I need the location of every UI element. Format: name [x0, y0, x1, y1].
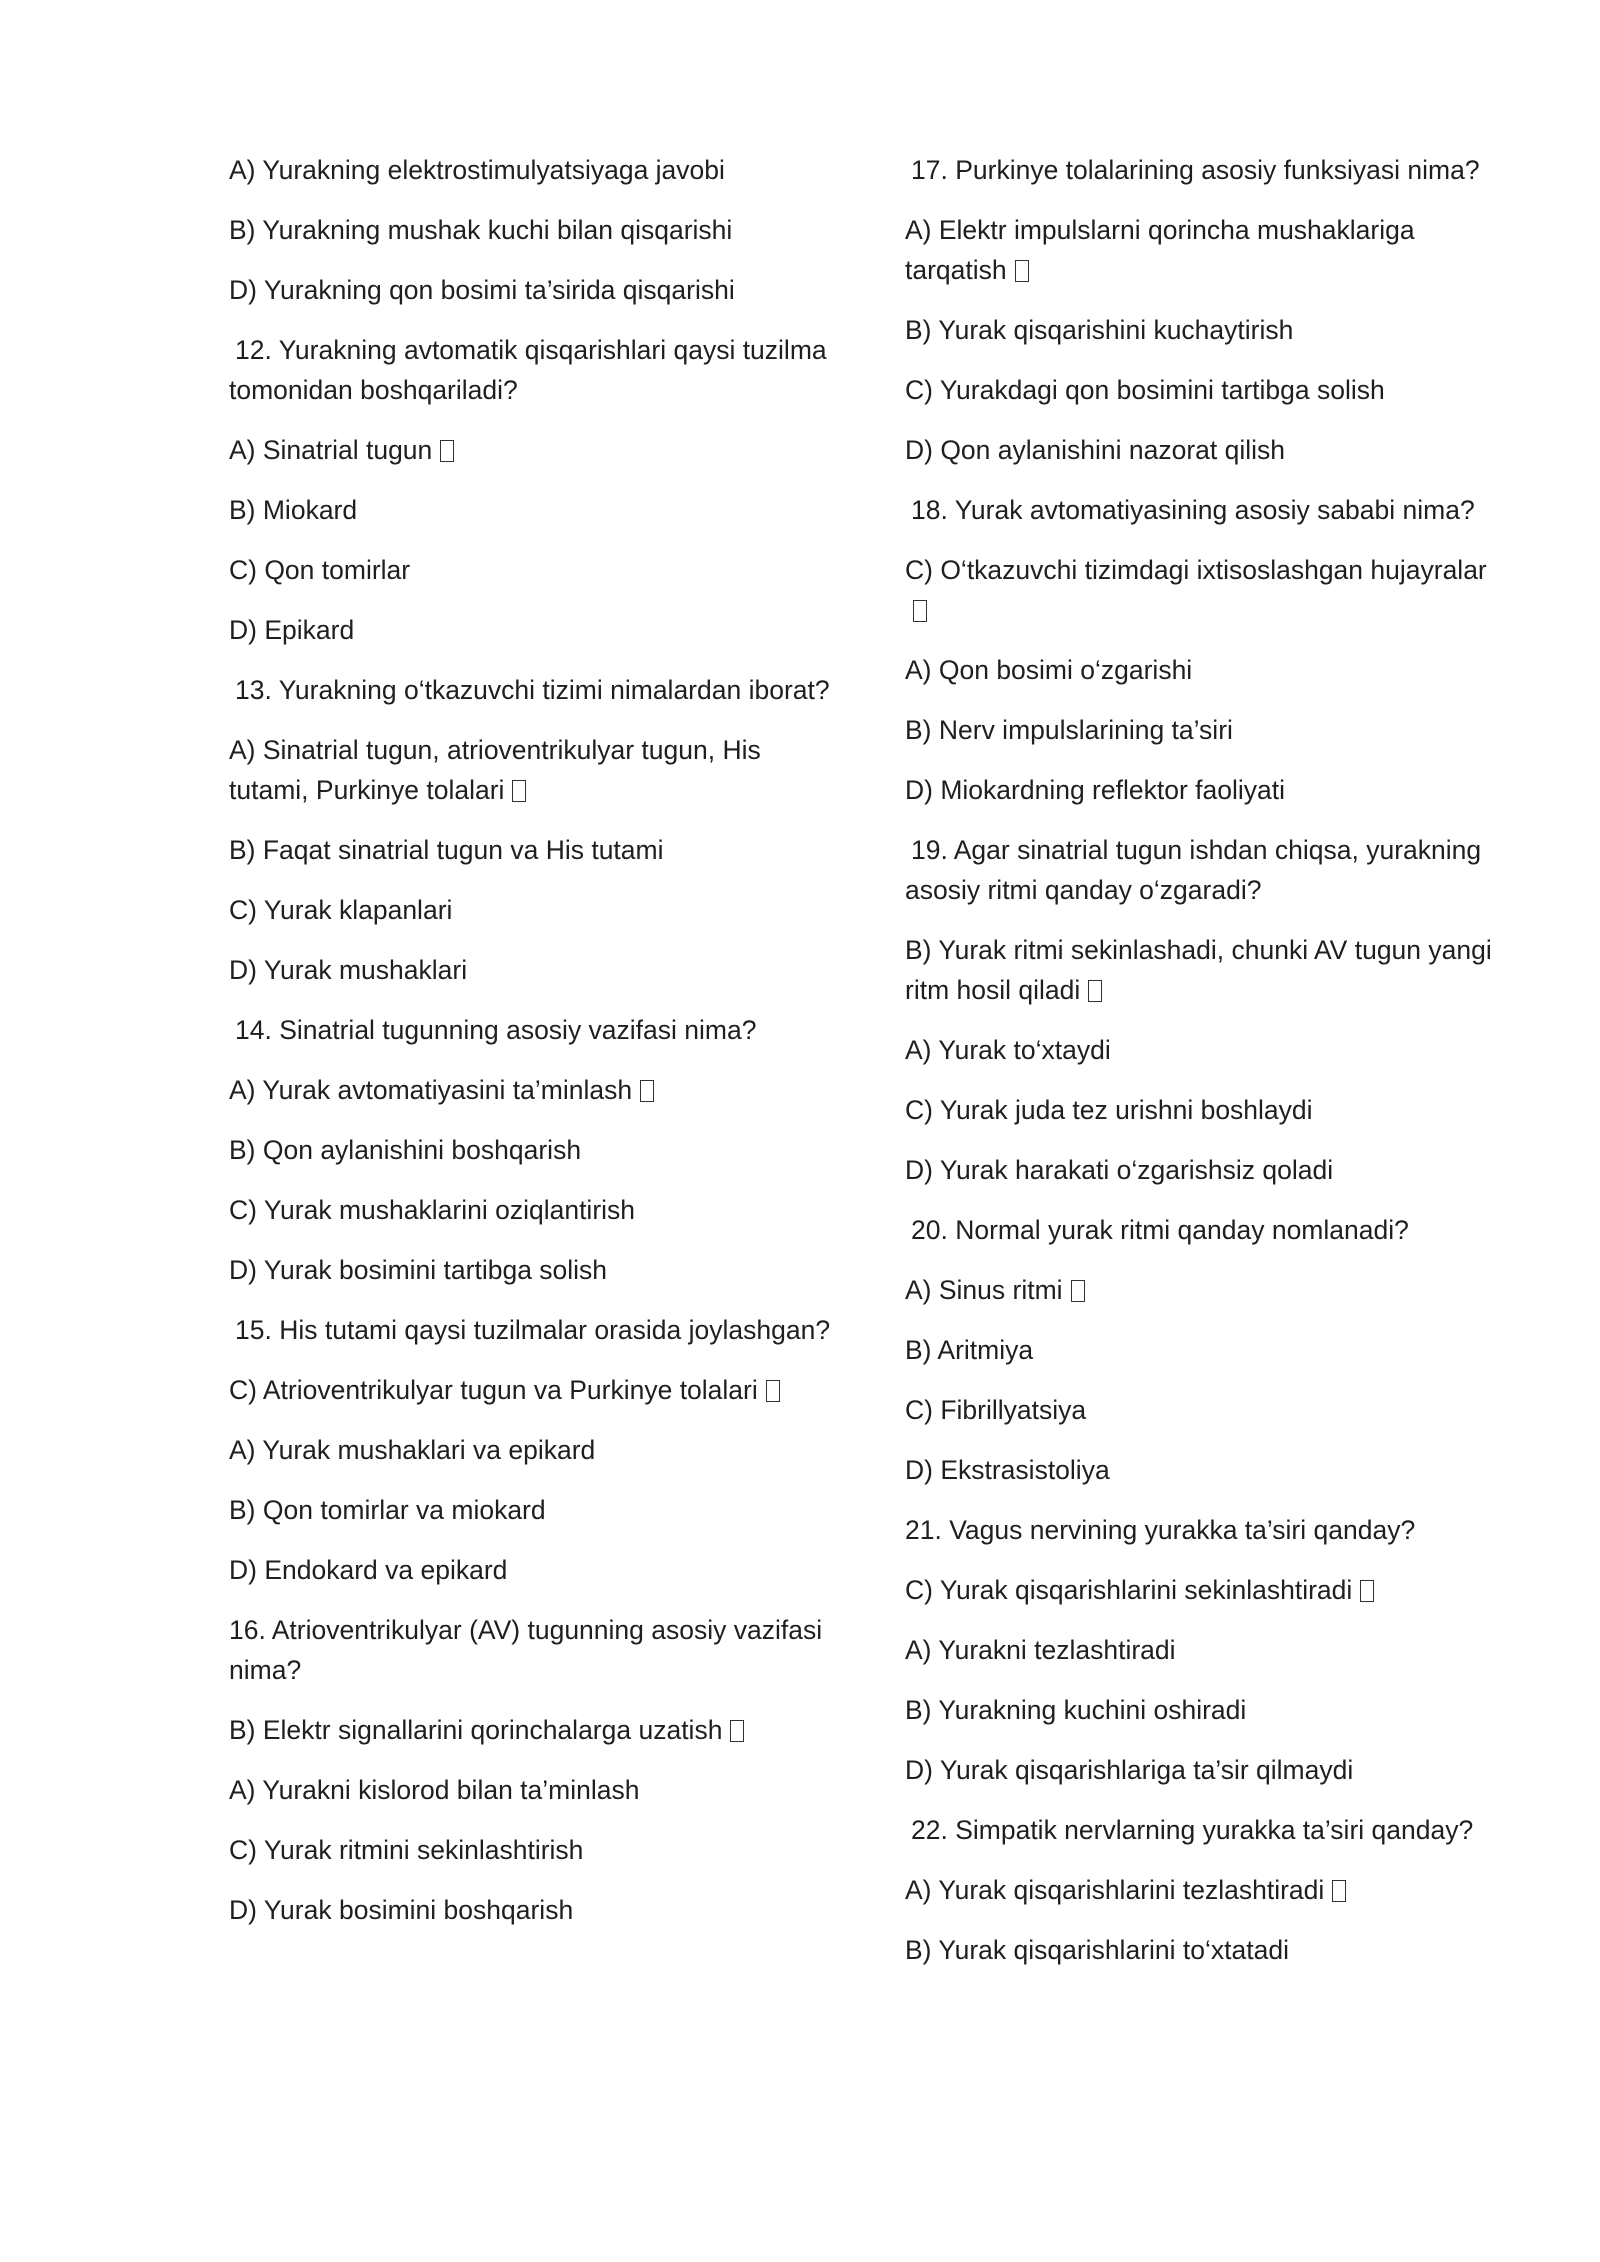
option-label: D) Endokard va epikard [229, 1555, 508, 1585]
option-label: B) Miokard [229, 495, 358, 525]
option-label: A) Yurak to‘xtaydi [905, 1035, 1111, 1065]
question-text [905, 1510, 1505, 1550]
answer-option [905, 650, 1505, 690]
question-text [229, 1610, 839, 1690]
answer-option [229, 950, 839, 990]
question-label: 12. Yurakning avtomatik qisqarishlari qaysi tuzilma tomonidan boshqariladi? [229, 335, 827, 405]
answer-option [905, 1750, 1505, 1790]
answer-option [905, 710, 1505, 750]
answer-option [905, 370, 1505, 410]
option-label: B) Faqat sinatrial tugun va His tutami [229, 835, 664, 865]
missing-glyph-box-icon [512, 780, 526, 802]
option-label: A) Sinatrial tugun [229, 435, 433, 465]
option-label: B) Yurakning kuchini oshiradi [905, 1695, 1247, 1725]
option-label: A) Yurakni kislorod bilan ta’minlash [229, 1775, 640, 1805]
option-label: D) Yurak bosimini boshqarish [229, 1895, 574, 1925]
option-label: B) Yurakning mushak kuchi bilan qisqarishi [229, 215, 733, 245]
answer-option [229, 610, 839, 650]
missing-glyph-box-icon [766, 1380, 780, 1402]
answer-option [229, 270, 839, 310]
question-text [905, 490, 1505, 530]
option-label: D) Miokardning reflektor faoliyati [905, 775, 1285, 805]
option-label: D) Qon aylanishini nazorat qilish [905, 435, 1286, 465]
option-label: D) Yurak mushaklari [229, 955, 468, 985]
option-label: B) Nerv impulslarining ta’siri [905, 715, 1233, 745]
option-label: C) Yurak juda tez urishni boshlaydi [905, 1095, 1313, 1125]
missing-glyph-box-icon [913, 600, 927, 622]
option-label: C) Fibrillyatsiya [905, 1395, 1087, 1425]
answer-option [229, 1370, 839, 1410]
answer-option [229, 1070, 839, 1110]
answer-option [229, 1250, 839, 1290]
question-text [229, 1310, 839, 1350]
answer-option [905, 1150, 1505, 1190]
option-label: A) Yurakni tezlashtiradi [905, 1635, 1176, 1665]
option-label: B) Qon tomirlar va miokard [229, 1495, 546, 1525]
answer-option [229, 1830, 839, 1870]
answer-option [905, 310, 1505, 350]
answer-option [905, 1330, 1505, 1370]
answer-option [229, 1190, 839, 1230]
question-label: 13. Yurakning o‘tkazuvchi tizimi nimalardan iborat? [235, 675, 830, 705]
answer-option [905, 1690, 1505, 1730]
missing-glyph-box-icon [640, 1080, 654, 1102]
answer-option [905, 210, 1505, 290]
question-text [229, 1010, 839, 1050]
question-text [229, 670, 839, 710]
missing-glyph-box-icon [1332, 1880, 1346, 1902]
question-label: 14. Sinatrial tugunning asosiy vazifasi nima? [235, 1015, 757, 1045]
answer-option [905, 1390, 1505, 1430]
option-label: C) Yurakdagi qon bosimini tartibga solish [905, 375, 1385, 405]
option-label: D) Yurakning qon bosimi ta’sirida qisqarishi [229, 275, 735, 305]
option-label: D) Epikard [229, 615, 355, 645]
option-label: B) Aritmiya [905, 1335, 1034, 1365]
option-label: C) Yurak ritmini sekinlashtirish [229, 1835, 584, 1865]
answer-option [905, 770, 1505, 810]
option-label: A) Elektr impulslarni qorincha mushaklariga tarqatish [905, 215, 1415, 285]
question-text [905, 1210, 1505, 1250]
answer-option [229, 1890, 839, 1930]
answer-option [905, 1930, 1505, 1970]
option-label: A) Qon bosimi o‘zgarishi [905, 655, 1193, 685]
option-label: B) Qon aylanishini boshqarish [229, 1135, 582, 1165]
left-column [229, 150, 839, 1950]
missing-glyph-box-icon [1360, 1580, 1374, 1602]
answer-option [229, 1770, 839, 1810]
option-label: C) Atrioventrikulyar tugun va Purkinye tolalari [229, 1375, 758, 1405]
question-label: 19. Agar sinatrial tugun ishdan chiqsa, yurakning asosiy ritmi qanday o‘zgaradi? [905, 835, 1482, 905]
answer-option [229, 890, 839, 930]
option-label: A) Yurakning elektrostimulyatsiyaga javobi [229, 155, 725, 185]
question-label: 21. Vagus nervining yurakka ta’siri qanday? [905, 1515, 1416, 1545]
option-label: B) Elektr signallarini qorinchalarga uzatish [229, 1715, 723, 1745]
option-label: B) Yurak ritmi sekinlashadi, chunki AV tugun yangi ritm hosil qiladi [905, 935, 1492, 1005]
option-label: D) Ekstrasistoliya [905, 1455, 1110, 1485]
answer-option [905, 1030, 1505, 1070]
question-label: 16. Atrioventrikulyar (AV) tugunning asosiy vazifasi nima? [229, 1615, 823, 1685]
option-label: C) Yurak klapanlari [229, 895, 453, 925]
option-label: C) Yurak mushaklarini oziqlantirish [229, 1195, 636, 1225]
question-text [905, 830, 1505, 910]
answer-option [905, 1270, 1505, 1310]
missing-glyph-box-icon [730, 1720, 744, 1742]
option-label: C) Qon tomirlar [229, 555, 411, 585]
option-label: D) Yurak harakati o‘zgarishsiz qoladi [905, 1155, 1334, 1185]
question-label: 15. His tutami qaysi tuzilmalar orasida joylashgan? [235, 1315, 831, 1345]
answer-option [905, 1570, 1505, 1610]
option-label: C) Yurak qisqarishlarini sekinlashtiradi [905, 1575, 1353, 1605]
question-label: 17. Purkinye tolalarining asosiy funksiyasi nima? [911, 155, 1480, 185]
missing-glyph-box-icon [1015, 260, 1029, 282]
question-text [229, 330, 839, 410]
option-label: A) Yurak mushaklari va epikard [229, 1435, 596, 1465]
question-label: 20. Normal yurak ritmi qanday nomlanadi? [911, 1215, 1409, 1245]
question-label: 22. Simpatik nervlarning yurakka ta’siri qanday? [911, 1815, 1474, 1845]
option-label: A) Yurak avtomatiyasini ta’minlash [229, 1075, 633, 1105]
answer-option [905, 430, 1505, 470]
option-label: D) Yurak qisqarishlariga ta’sir qilmaydi [905, 1755, 1354, 1785]
answer-option [905, 1450, 1505, 1490]
answer-option [229, 1490, 839, 1530]
question-text [905, 150, 1505, 190]
answer-option [229, 490, 839, 530]
option-label: B) Yurak qisqarishlarini to‘xtatadi [905, 1935, 1289, 1965]
missing-glyph-box-icon [1071, 1280, 1085, 1302]
option-label: C) O‘tkazuvchi tizimdagi ixtisoslashgan hujayralar [905, 555, 1487, 585]
answer-option [229, 830, 839, 870]
answer-option [905, 1090, 1505, 1130]
answer-option [905, 930, 1505, 1010]
right-column [905, 150, 1505, 1990]
missing-glyph-box-icon [440, 440, 454, 462]
missing-glyph-box-icon [1088, 980, 1102, 1002]
answer-option [229, 730, 839, 810]
answer-option [905, 550, 1505, 630]
answer-option [229, 550, 839, 590]
question-text [905, 1810, 1505, 1850]
answer-option [229, 1550, 839, 1590]
option-label: D) Yurak bosimini tartibga solish [229, 1255, 608, 1285]
answer-option [229, 1130, 839, 1170]
option-label: A) Yurak qisqarishlarini tezlashtiradi [905, 1875, 1325, 1905]
answer-option [905, 1630, 1505, 1670]
option-label: A) Sinus ritmi [905, 1275, 1063, 1305]
option-label: A) Sinatrial tugun, atrioventrikulyar tugun, His tutami, Purkinye tolalari [229, 735, 761, 805]
answer-option [229, 210, 839, 250]
option-label: B) Yurak qisqarishini kuchaytirish [905, 315, 1294, 345]
answer-option [229, 1430, 839, 1470]
answer-option [229, 430, 839, 470]
question-label: 18. Yurak avtomatiyasining asosiy sababi nima? [911, 495, 1475, 525]
answer-option [229, 1710, 839, 1750]
answer-option [229, 150, 839, 190]
answer-option [905, 1870, 1505, 1910]
